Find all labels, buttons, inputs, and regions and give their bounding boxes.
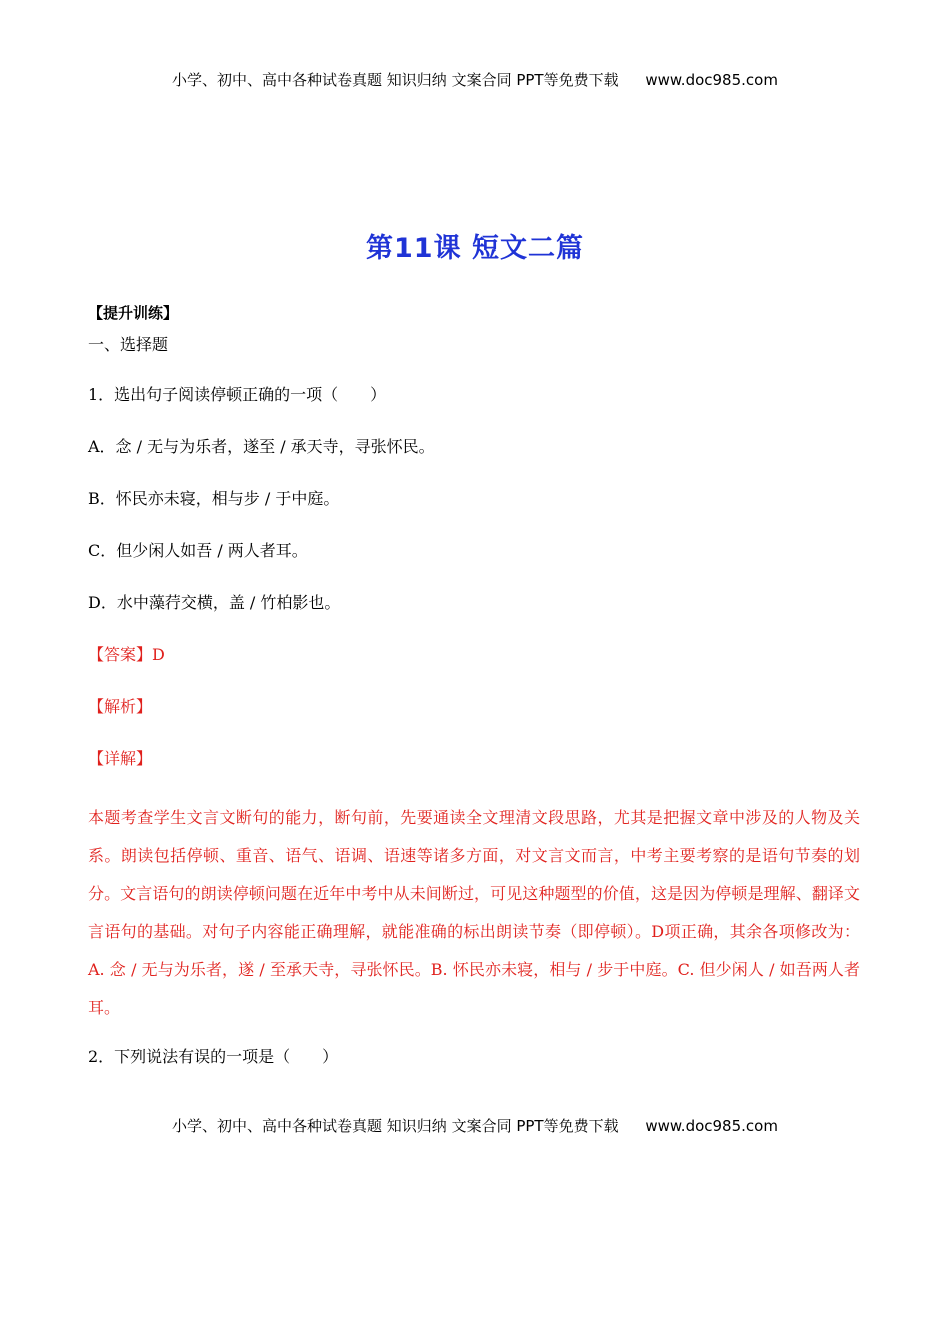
question-1-option-c: C．但少闲人如吾 / 两人者耳。 (88, 541, 308, 560)
document-title: 第11课 短文二篇 (366, 233, 584, 264)
footer-url[interactable]: www.doc985.com (645, 1117, 778, 1135)
page-header (0, 69, 950, 90)
question-1-option-a: A．念 / 无与为乐者，遂至 / 承天寺，寻张怀民。 (88, 437, 435, 456)
explanation-text: 本题考查学生文言文断句的能力，断句前，先要通读全文理清文段思路，尤其是把握文章中涉及的人物及关系。朗读包括停顿、重音、语气、语调、语速等诸多方面，对文言文而言，中考主要考察的是语句节奏的划分。文言语句的朗读停顿问题在近年中考中从未间断过，可见这种题型的价值，这是因为停顿是理解、翻译文言语句的基础。对句子内容能正确理解，就能准确的标出朗读节奏（即停顿）。D项正确，其余各项修改为：A. 念 / 无与为乐者，遂 / 至承天寺，寻张怀民。B. 怀民亦未寝，相与 / 步于中庭。C. 但少闲人 / 如吾两人者耳。 (88, 808, 860, 1017)
page-footer (0, 1115, 950, 1136)
document-body (88, 303, 868, 1067)
part-title: 一、选择题 (88, 335, 169, 354)
footer-text: 小学、初中、高中各种试卷真题 知识归纳 文案合同 PPT等免费下载 (172, 1117, 619, 1135)
question-1-option-d: D．水中藻荇交横，盖 / 竹柏影也。 (88, 593, 341, 612)
question-1-stem: 1．选出句子阅读停顿正确的一项（ ） (88, 385, 387, 404)
analysis-label: 【解析】 (88, 697, 153, 716)
answer-label: 【答案】D (88, 645, 165, 664)
section-label: 【提升训练】 (88, 304, 179, 322)
header-url[interactable]: www.doc985.com (645, 71, 778, 89)
header-text: 小学、初中、高中各种试卷真题 知识归纳 文案合同 PPT等免费下载 (172, 71, 619, 89)
question-2-stem: 2．下列说法有误的一项是（ ） (88, 1047, 339, 1066)
detail-label: 【详解】 (88, 749, 153, 768)
question-1-option-b: B．怀民亦未寝，相与步 / 于中庭。 (88, 489, 340, 508)
